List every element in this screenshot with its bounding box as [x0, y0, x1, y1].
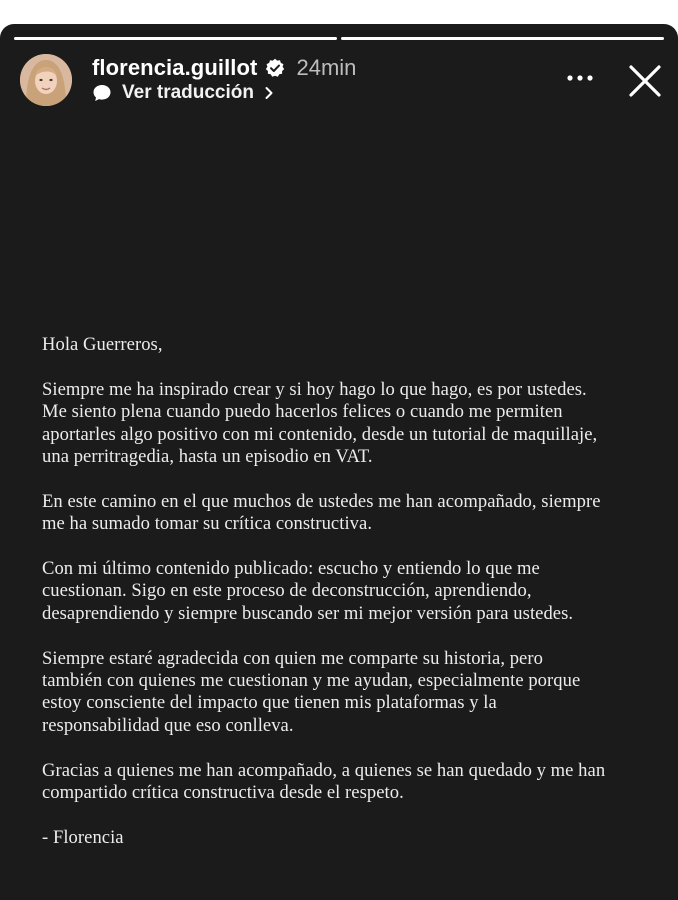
translate-label: Ver traducción — [122, 82, 254, 103]
verified-badge-icon — [265, 58, 285, 78]
letter-signature: - Florencia — [42, 826, 124, 848]
progress-segment — [14, 37, 337, 40]
letter-paragraph: Con mi último contenido publicado: escucho y entiendo lo que me cuestionan. Sigo en este proceso de deconstrucción, aprendiendo, desaprendiendo y siempre buscando ser mi mejor versión para ustedes. — [42, 558, 574, 624]
progress-segment — [341, 37, 664, 40]
speech-bubble-icon — [92, 83, 112, 103]
letter-paragraph: Siempre estaré agradecida con quien me comparte su historia, pero también con quienes me cuestionan y me ayudan, especialmente porque estoy consciente del impacto que tienen mis plataformas y la responsabilidad que eso conlleva. — [42, 647, 581, 736]
chevron-right-icon — [262, 86, 276, 100]
letter-paragraph: Siempre me ha inspirado crear y si hoy hago lo que hago, es por ustedes. Me siento plena cuando puedo hacerlos felices o cuando me permiten aportarles algo positivo con mi contenido, desde un tutorial de maquillaje, una perritragedia, hasta un episodio en VAT. — [42, 378, 598, 468]
letter-paragraph: En este camino en el que muchos de ustedes me han acompañado, siempre me ha sumado tomar su crítica constructiva. — [42, 490, 601, 535]
username[interactable]: florencia.guillot — [92, 55, 258, 80]
letter-paragraph: Gracias a quienes me han acompañado, a quienes se han quedado y me han compartido crítica constructiva desde el respeto. — [42, 759, 606, 804]
avatar[interactable] — [20, 54, 72, 106]
progress-fill — [14, 37, 337, 40]
more-dots-icon[interactable] — [566, 72, 594, 84]
progress-fill — [341, 37, 664, 40]
story-letter-text — [42, 334, 652, 872]
story-header — [92, 55, 356, 81]
letter-greeting: Hola Guerreros, — [42, 334, 163, 355]
story-progress-bar — [14, 37, 664, 40]
story-viewer[interactable] — [0, 24, 678, 900]
avatar-image — [20, 54, 72, 106]
translate-button[interactable] — [92, 82, 276, 104]
close-icon[interactable] — [628, 64, 662, 98]
post-time: 24min — [296, 55, 357, 80]
